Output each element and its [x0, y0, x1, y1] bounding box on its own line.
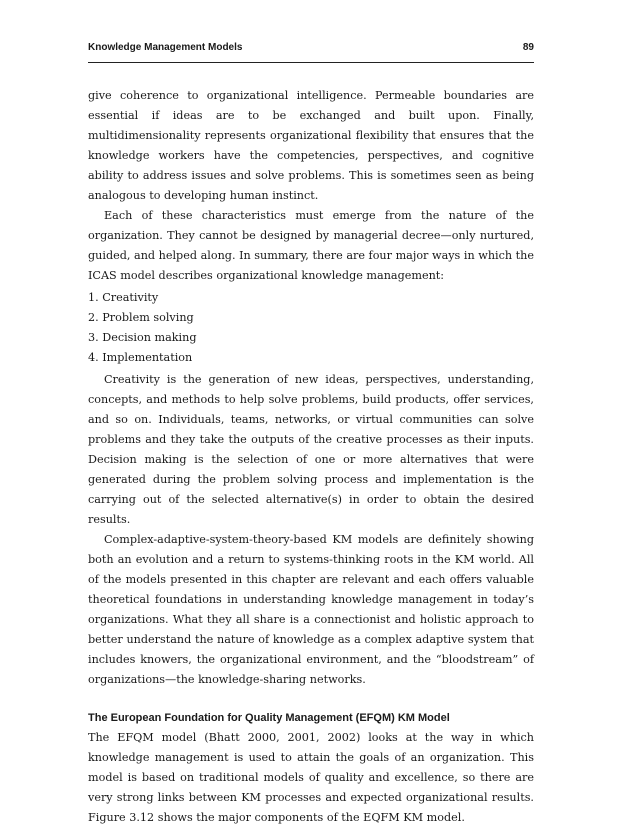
paragraph-continued: give coherence to organizational intelligence. Permeable boundaries are essential if ideas are to be exchanged and built upon. Finally, multidimensionality represents organizational flexibility that ensures that the knowledge workers have the competencies, perspectives, and cognitive ability to address issues and solve problems. This is sometimes seen as being analogous to developing human instinct.: [88, 89, 534, 202]
list-item: 1. Creativity: [88, 291, 159, 304]
section-heading: The European Foundation for Quality Management (EFQM) KM Model: [88, 712, 450, 724]
list-item: 3. Decision making: [88, 331, 197, 344]
list-item: 2. Problem solving: [88, 311, 194, 324]
numbered-list: [88, 288, 534, 368]
header-rule: [88, 62, 534, 63]
page-number: 89: [522, 42, 534, 53]
paragraph-efqm: The EFQM model (Bhatt 2000, 2001, 2002) looks at the way in which knowledge management is used to attain the goals of an organization. This model is based on traditional models of quality and excellence, so there are very strong links between KM processes and expected organizational results. Figure 3.12 shows the major components of the EQFM KM model.: [88, 731, 534, 824]
running-head: [88, 42, 534, 58]
running-head-title: Knowledge Management Models: [88, 42, 243, 53]
paragraph-cas-models: Complex-adaptive-system-theory-based KM models are definitely showing both an evolution and a return to systems-thinking roots in the KM world. All of the models presented in this chapter are relevant and each offers valuable theoretical foundations in understanding knowledge management in today’s organizations. What they all share is a connectionist and holistic approach to better understand the nature of knowledge as a complex adaptive system that includes knowers, the organizational environment, and the “bloodstream” of organizations—the knowledge-sharing networks.: [88, 533, 534, 686]
paragraph-characteristics: Each of these characteristics must emerge from the nature of the organization. They cannot be designed by managerial decree—only nurtured, guided, and helped along. In summary, there are four major ways in which the ICAS model describes organizational knowledge management:: [88, 209, 534, 282]
page-body: [88, 86, 534, 828]
paragraph-creativity: Creativity is the generation of new ideas, perspectives, understanding, concepts, and methods to help solve problems, build products, offer services, and so on. Individuals, teams, networks, or virtual communities can solve problems and they take the outputs of the creative processes as their inputs. Decision making is the selection of one or more alternatives that were generated during the problem solving process and implementation is the carrying out of the selected alternative(s) in order to obtain the desired results.: [88, 373, 534, 526]
list-item: 4. Implementation: [88, 351, 193, 364]
